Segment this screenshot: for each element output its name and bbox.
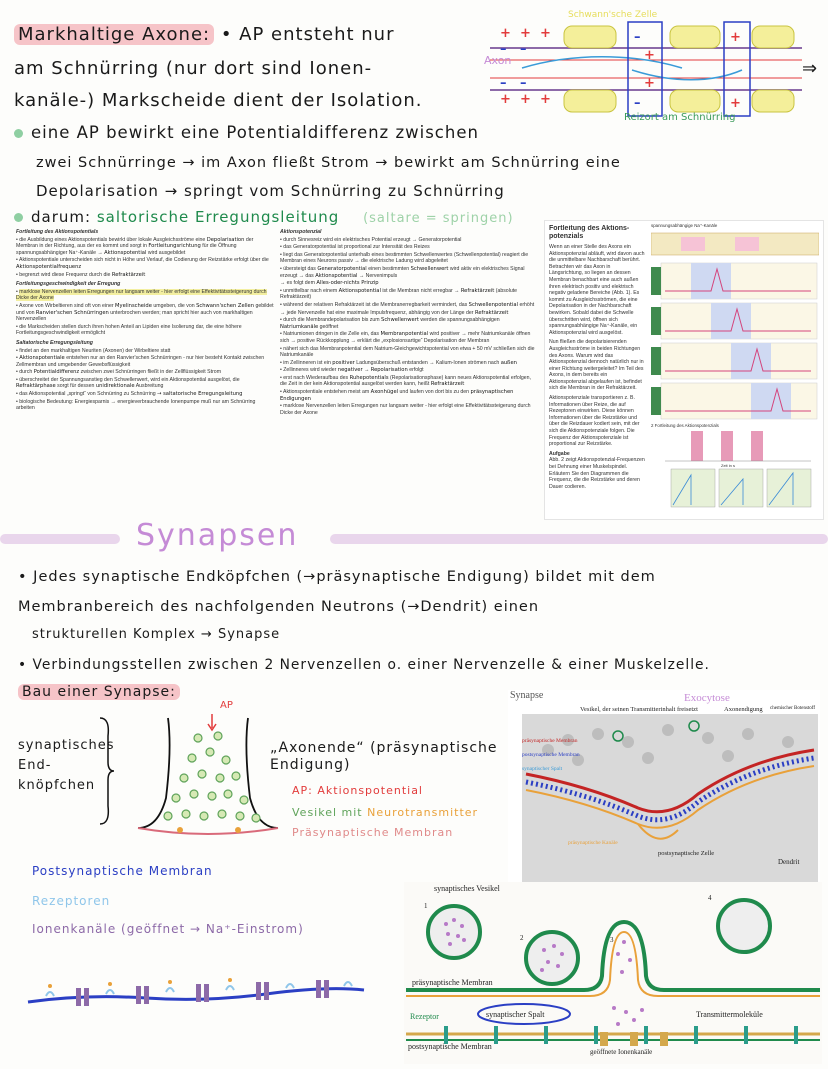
ionenkanaele-label: geöffnete Ionenkanäle [590, 1048, 653, 1056]
postsynaptic-membrane-drawing [26, 972, 366, 1012]
ws-paragraph: • liegt das Generatorpotential unterhalb eines bestimmten Schwellenwertes (Schwellenpotential) reagiert die Membran eines Neurons passiv → die elektrische Ladung wird abgeleitet [280, 251, 529, 265]
line1-rest: • AP entsteht nur [220, 24, 395, 45]
reizort-label: Reizort am Schnürring [624, 112, 736, 123]
myelin-sheath [564, 26, 616, 112]
ws-heading: Fortleitung des Aktionspotentials [16, 229, 99, 235]
ap-label: AP [220, 700, 233, 711]
ws-paragraph: → es folgt dem Alles-oder-nichts Prinzip [280, 280, 379, 287]
bullet-dot [14, 129, 23, 138]
task-heading: Aufgabe [549, 450, 570, 457]
postsyn-label: postsynaptische Membran [522, 752, 580, 758]
ws-paragraph: • nähert sich das Membranpotential dem Natrium-Gleichgewichtspotential von etwa + 50 mV schließen sich die Natriumkanäle [280, 345, 535, 359]
exocytosis-figure [404, 882, 822, 1064]
synapse-line1: • Jedes synaptische Endköpfchen (→präsynaptische Endigung) bildet mit dem [18, 569, 656, 585]
ws-paragraph: • die Ausbildung eines Aktionspotentials bewirkt über lokale Ausgleichsströme eine Depolarisation der Membran in der Richtung, aus der es kommt und sorgt in Fortleitungsrichtung für die Öffnung spannungsabhängiger Na⁺-Kanäle → Aktionspotential wird ausgebildet [16, 236, 254, 256]
textbook-text [549, 225, 645, 515]
legend-post: Postsynaptische Membran [32, 864, 213, 878]
synapse-line3: strukturellen Komplex → Synapse [32, 627, 281, 642]
ws-paragraph: • marklose Nervenzellen leiten Erregungen nur langsam weiter - hier erfolgt eine Effektivitätssteigerung durch Dicke der Axone [280, 403, 531, 416]
ws-paragraph: • Aktionspotentiale entstehen nur an den Ranvier'schen Schnürringen - nur hier besteht Kontakt zwischen Zellmembran und umgebender Gewebsflüssigkeit [16, 355, 265, 368]
curly-brace-icon [96, 716, 116, 830]
figure-frequency [651, 429, 819, 511]
ws-paragraph: • durch Sinnesreiz wird ein elektrisches Potential erzeugt → Generatorpotential [280, 236, 462, 243]
legend-ionen: Ionenkanäle (geöffnet → Na⁺-Einstrom) [32, 922, 304, 936]
synapse-line2: Membranbereich des nachfolgenden Neutrons (→Dendrit) einen [18, 599, 540, 615]
step-2: 2 [520, 934, 524, 942]
axon-diagram-svg [482, 8, 822, 128]
vesicle-1 [428, 906, 480, 958]
textbook-para: Wenn an einer Stelle des Axons ein Aktionspotenzial abläuft, wird davon auch die unmittelbare Nachbarschaft berührt. Betrachten wir das Axon in Längsrichtung, so liegen an dessen Membran benachbart eine auch außen ihren elektrisch positiv und elektrisch negativ geladene Bereiche (Abb. 1). Es kommt zu Ausgleichsströmen, die eine Depolarisation in der Nachbarschaft bewirken. Sobald dabei die Schwelle überschritten wird, öffnen sich spannungsabhängige Na⁺-Kanäle, ein Aktionspotenzial wird ausgelöst. [549, 244, 645, 336]
em-title: Synapse [510, 690, 544, 701]
textbook-title: Fortleitung des Aktions-potenzials [549, 225, 630, 240]
bullet1-text: eine AP bewirkt eine Potentialdifferenz zwischen [31, 123, 479, 142]
em-synapse-image [508, 690, 820, 886]
plus-sign: + [520, 92, 531, 107]
minus-sign: – [500, 42, 507, 57]
ws-paragraph: • im Zellinneren ist ein positiver Ladungsüberschuß entstanden → Kalium-Ionen strömen nach außen [280, 359, 517, 366]
step-1: 1 [424, 902, 428, 910]
ws-paragraph: • Zellinneres wird wieder negativer → Repolarisation erfolgt [280, 367, 424, 374]
ws-paragraph: • Axone von Wirbeltieren sind oft von einer Myelinscheide umgeben, die von Schwann'schen Zellen gebildet und von Ranvier'schen Schnürringen unterbrochen werden; man spricht hier auch von markhaltigen Nervenzellen [16, 302, 274, 323]
plus-sign: + [644, 48, 655, 63]
ws-heading: Aktionspotenzial [280, 229, 322, 235]
ws-heading: Fortleitungsgeschwindigkeit der Erregung [16, 281, 121, 288]
ws-paragraph: • die Markscheiden stellen durch ihren hohen Anteil an Lipiden eine Isolierung dar, die eine höhere Fortleitungsgeschwindigkeit ermöglicht [16, 323, 242, 337]
bullet-dot [14, 213, 23, 222]
legend-rezeptoren: Rezeptoren [32, 894, 111, 908]
bau-label: Bau einer Synapse: [18, 684, 180, 700]
heading-markhaltige-axone: Markhaltige Axone: [14, 24, 214, 45]
ws-paragraph: • marklose Nervenzellen leiten Erregungen nur langsam weiter - hier erfolgt eine Effektivitätssteigerung durch Dicke der Axone [16, 288, 267, 302]
plus-sign: + [730, 30, 741, 45]
figure-ap-propagation [651, 231, 819, 421]
exocytose-label: Exocytose [684, 692, 730, 704]
top-line3: kanäle-) Markscheide dient der Isolation. [14, 90, 423, 111]
bullet1-line3: Depolarisation → springt vom Schnürring zu Schnürring [36, 182, 505, 200]
myelin-sheath [670, 26, 720, 112]
plus-sign: + [500, 92, 511, 107]
ws-paragraph: • durch die Membrandepolarisation bis zum Schwellenwert werden die spannungsabhängigen Natriumkanäle geöffnet [280, 317, 500, 330]
worksheet-middle [280, 226, 538, 516]
vesikel-fig-label: synaptisches Vesikel [434, 884, 500, 893]
membrane-svg [26, 972, 366, 1012]
synapse-line4: • Verbindungsstellen zwischen 2 Nervenzellen o. einer Nervenzelle & einer Muskelzelle. [18, 657, 710, 673]
plus-sign: + [540, 92, 551, 107]
ws-paragraph: • das Aktionspotential „springt“ von Schnürring zu Schnürring → saltatorische Erregungsleitung [16, 391, 243, 398]
bullet1-line1 [14, 122, 479, 144]
minus-sign: – [634, 30, 641, 45]
ws-paragraph: • Aktionspotentiale unterscheiden sich nicht in Höhe und Verlauf, die Codierung der Reizstärke erfolgt über die Aktionspotentialfrequenz [16, 257, 269, 270]
fig2-caption: 2 Fortleitung des Aktionspotenzials [651, 423, 719, 428]
legend-praesyn: Präsynaptische Membran [292, 826, 454, 839]
rezeptor-label: Rezeptor [410, 1012, 439, 1021]
ws-paragraph: • überschreitet der Spannungsanstieg den Schwellenwert, wird ein Aktionspotential ausgelöst, die Refraktärphase sorgt für dessen unidirektionale Ausbreitung [16, 376, 240, 390]
ws-paragraph: • findet an den markhaltigen Neuriten (Axonen) der Wirbeltiere statt [16, 347, 171, 354]
textbook-page [544, 220, 824, 520]
fig1-title: spannungsabhängige Na⁺-Kanäle [651, 223, 718, 228]
ws-paragraph: • durch Potentialdifferenz zwischen zwei Schnürringen fließt in der Zellflüssigkeit Strom [16, 369, 222, 376]
ws-paragraph: • begrenzt wird diese Frequenz durch die Refraktärzeit [16, 271, 146, 278]
ws-heading: Saltatorische Erregungsleitung [16, 339, 93, 346]
ap-propagation-svg [651, 231, 819, 421]
neurotransmitter-text: Neurotransmitter [367, 806, 479, 819]
axon-label: Axon [484, 54, 512, 67]
legend-ap: AP: Aktionspotential [292, 784, 423, 797]
kanal-label: präsynaptische Kanäle [568, 840, 618, 846]
axon-diagram [482, 8, 822, 128]
ws-paragraph: • Natriumionen dringen in die Zelle ein, das Membranpotential wird positiver → mehr Natriumkanäle öffnen sich → positive Rückkopplung → erklärt die „explosionsartige“ Depolarisation der Membran [280, 331, 531, 344]
praesyn-label: präsynaptische Membran [522, 738, 578, 744]
ws-paragraph: • erst nach Wiederaufbau des Ruhepotentials (Repolarisationsphase) kann neues Aktionspotential erfolgen, die Zeit in der kein Aktionspotential ausgelöst werden kann, heißt Refraktärzeit [280, 374, 532, 388]
legend-vesikel [292, 806, 478, 819]
vesikel-label: Vesikel, der seinen Transmitterinhalt freisetzt [580, 706, 698, 713]
chem-label: chemischer Botenstoff [770, 706, 816, 711]
saltare-note: (saltare = springen) [363, 211, 514, 226]
vesikel-text: Vesikel mit [292, 806, 363, 819]
spalt-fig-label: synaptischer Spalt [486, 1010, 545, 1019]
bau-heading [18, 684, 180, 700]
vesicle-4 [718, 900, 770, 952]
vesicle-2 [526, 932, 578, 984]
schwann-label: Schwann'sche Zelle [568, 10, 658, 20]
axonende-label: „Axonende“ (präsynaptische Endigung) [270, 740, 498, 773]
postsyn-membran-label: postsynaptische Membran [408, 1042, 492, 1051]
top-line1 [14, 24, 395, 46]
ws-paragraph: • übersteigt das Generatorpotential einen bestimmten Schwellenwert wird aktiv ein elektrisches Signal erzeugt → das Aktionspotential → Nervenimpuls [280, 265, 525, 279]
plus-sign: + [730, 96, 741, 111]
worksheet-left [16, 226, 274, 516]
ws-paragraph: • Aktionspotentiale entstehen meist am Axonhügel und laufen von dort bis zu den präsynaptischen Endigungen [280, 389, 514, 402]
top-line2: am Schnürring (nur dort sind Ionen- [14, 58, 373, 79]
ws-paragraph: • das Generatorpotential ist proportional zur Intensität des Reizes [280, 244, 430, 251]
endknopfchen-label: synaptisches End-knöpfchen [18, 738, 115, 793]
plus-sign: + [500, 26, 511, 41]
synapsen-title: Synapsen [136, 518, 299, 553]
minus-sign: – [520, 76, 527, 91]
terminal-bouton-drawing [128, 700, 288, 848]
textbook-para: Nun fließen die depolarisierenden Ausgleichsströme in beiden Richtungen des Axons. Warum wird das Aktionspotenzial dennoch natürlich nur in einer Richtung weitergeleitet? Im Teil des Axons, in dem bereits ein Aktionspotenzial abgelaufen ist, befindet sich die Membran in der Refraktärzeit. [549, 339, 644, 392]
ws-paragraph: • biologische Bedeutung: Energiesparnis → energieverbrauchende Ionenpumpe muß nur am Schnürring arbeiten [16, 398, 256, 412]
transmitter-label: Transmittermoleküle [696, 1010, 763, 1019]
plus-sign: + [540, 26, 551, 41]
step-4: 4 [708, 894, 712, 902]
bullet1-line2: zwei Schnürringe → im Axon fließt Strom → bewirkt am Schnürring eine [36, 155, 621, 171]
spalt-label: synaptischer Spalt [522, 766, 563, 772]
task-text: Abb. 2 zeigt Aktionspotenzial-Frequenzen bei Dehnung einer Muskelspindel. Erläutern Sie den Diagrammen die Frequenz, die die Reizstärke und deren Dauer codieren. [549, 457, 645, 490]
plus-sign: + [644, 76, 655, 91]
bouton-svg [128, 708, 288, 848]
right-arrow-icon: ⇒ [802, 58, 818, 79]
ws-paragraph: • während der relativen Refraktärzeit ist die Membranerregbarkeit vermindert, das Schwellenpotential erhöht [280, 301, 535, 308]
plus-sign: + [520, 26, 531, 41]
minus-sign: – [520, 42, 527, 57]
fig-axis-label: Zeit in s [721, 463, 736, 468]
praesyn-membran-label: präsynaptische Membran [412, 978, 493, 987]
ws-paragraph: → jede Nervenzelle hat eine maximale Impulsfrequenz, abhängig von der Länge der Refraktärzeit [280, 309, 509, 316]
exocytosis-svg [404, 882, 822, 1064]
ws-paragraph: • unmittelbar nach einem Aktionspotential ist die Membran nicht erregbar → Refraktärzeit (absolute Refraktärzeit) [280, 287, 518, 301]
frequency-svg [651, 429, 819, 511]
myelin-sheath [752, 26, 794, 112]
dendrit-label: Dendrit [778, 858, 800, 866]
saltatorische-term: saltorische Erregungsleitung [96, 208, 340, 226]
minus-sign: – [634, 96, 641, 111]
bullet2-pre: darum: [31, 208, 92, 226]
step-3: 3 [610, 936, 614, 944]
textbook-para: Aktionspotenziale transportieren z. B. Informationen über Reize, die auf Rezeptoren einwirken. Diese können Informationen über die Reizstärke und über die Reizdauer kodiert sein, mit der sich die Aktionspotenziale folgen. Die Frequenz der Aktionspotenziale ist proportional zur Reizstärke. [549, 395, 640, 448]
minus-sign: – [500, 76, 507, 91]
axonendigung-label: Axonendigung [724, 706, 763, 713]
postzelle-label: postsynaptische Zelle [658, 850, 715, 857]
banner-left [0, 534, 120, 544]
banner-right [330, 534, 828, 544]
